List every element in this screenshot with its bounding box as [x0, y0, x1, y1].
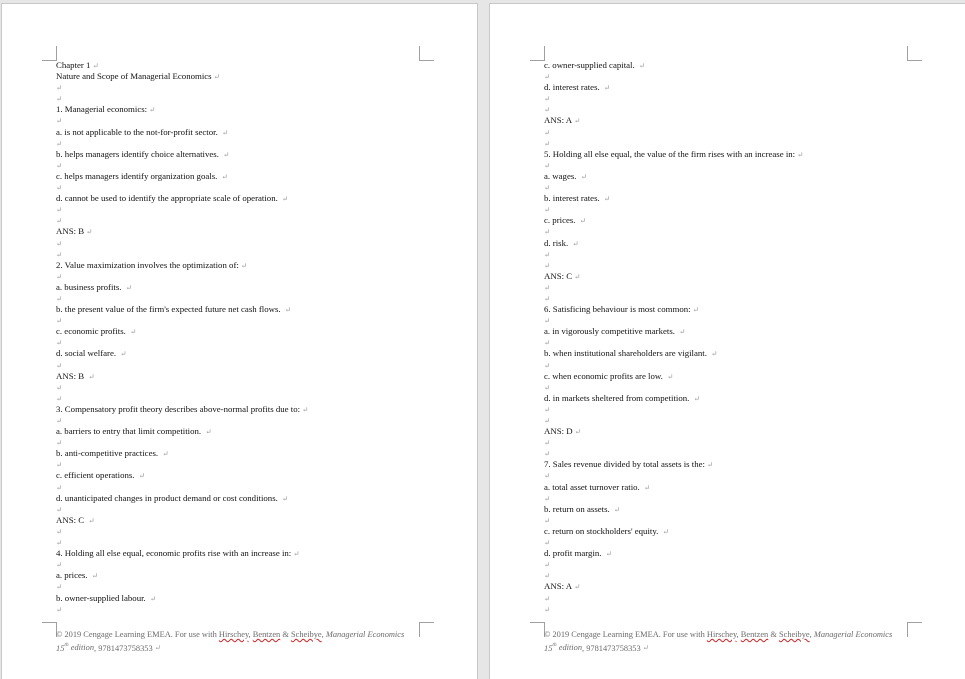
empty-paragraph[interactable]	[544, 282, 944, 293]
empty-paragraph[interactable]	[544, 293, 944, 304]
paragraph-text: d. cannot be used to identify the appropriate scale of operation.	[56, 193, 280, 204]
paragraph-mark: ↵	[302, 404, 309, 414]
paragraph-mark: ↵	[544, 282, 551, 292]
crop-mark-top-left	[42, 46, 57, 61]
empty-paragraph[interactable]	[544, 204, 944, 215]
empty-paragraph[interactable]	[544, 182, 944, 193]
paragraph-mark: ↵	[56, 504, 63, 514]
paragraph-line[interactable]	[544, 426, 944, 437]
paragraph-mark: ↵	[667, 371, 674, 381]
paragraph-mark: ↵	[221, 127, 229, 137]
paragraph-line[interactable]	[56, 570, 456, 581]
empty-paragraph[interactable]	[544, 570, 944, 581]
paragraph-mark: ↵	[544, 382, 551, 392]
paragraph-line[interactable]	[544, 348, 944, 359]
paragraph-text: c. efficient operations.	[56, 470, 137, 481]
paragraph-mark: ↵	[572, 238, 579, 248]
paragraph-mark: ↵	[56, 416, 63, 425]
paragraph-line[interactable]	[544, 238, 944, 249]
crop-mark-bottom-right	[907, 622, 922, 637]
empty-paragraph[interactable]	[56, 604, 456, 615]
paragraph-text: a. barriers to entry that limit competition.	[56, 426, 204, 437]
paragraph-text: c. return on stockholders' equity.	[544, 525, 661, 536]
paragraph-mark: ↵	[544, 593, 551, 603]
empty-paragraph[interactable]	[544, 415, 944, 426]
paragraph-line[interactable]	[56, 127, 456, 138]
empty-paragraph[interactable]	[544, 404, 944, 415]
paragraph-mark: ↵	[662, 526, 669, 536]
paragraph-mark: ↵	[56, 360, 63, 370]
empty-paragraph[interactable]	[544, 360, 944, 371]
paragraph-mark: ↵	[162, 449, 169, 459]
paragraph-mark: ↵	[711, 349, 718, 359]
paragraph-mark: ↵	[679, 327, 686, 337]
paragraph-mark: ↵	[544, 493, 551, 503]
paragraph-mark: ↵	[544, 338, 551, 348]
paragraph-line[interactable]	[56, 282, 456, 293]
paragraph-text: ANS: A	[544, 115, 573, 126]
paragraph-mark: ↵	[56, 338, 63, 348]
paragraph-mark: ↵	[544, 138, 551, 148]
paragraph-mark: ↵	[613, 504, 621, 514]
paragraph-mark: ↵	[88, 515, 95, 525]
paragraph-mark: ↵	[205, 427, 212, 437]
paragraph-mark: ↵	[544, 416, 551, 425]
footer-sep: ,	[809, 630, 814, 639]
paragraph-mark: ↵	[56, 183, 63, 193]
paragraph-mark: ↵	[544, 94, 551, 104]
paragraph-mark: ↵	[603, 83, 611, 93]
paragraph-mark: ↵	[544, 227, 551, 237]
paragraph-text: ANS: D	[544, 426, 573, 437]
page-footer	[544, 630, 904, 654]
footer-book-title: Managerial Economics 15	[56, 630, 405, 653]
empty-paragraph[interactable]	[56, 160, 456, 171]
empty-paragraph[interactable]	[56, 215, 456, 226]
paragraph-mark: ↵	[56, 271, 63, 281]
paragraph-mark: ↵	[56, 138, 63, 148]
paragraph-mark: ↵	[544, 183, 551, 193]
empty-paragraph[interactable]	[544, 448, 944, 459]
paragraph-text: a. business profits.	[56, 281, 124, 292]
paragraph-mark: ↵	[544, 160, 551, 170]
empty-paragraph[interactable]	[56, 238, 456, 249]
paragraph-text: Nature and Scope of Managerial Economics	[56, 71, 212, 82]
paragraph-mark: ↵	[56, 83, 63, 93]
paragraph-mark: ↵	[282, 194, 289, 204]
paragraph-mark: ↵	[284, 305, 292, 315]
paragraph-mark: ↵	[56, 216, 63, 226]
footer-sup: th	[552, 642, 557, 649]
paragraph-mark: ↵	[544, 449, 551, 459]
paragraph-text: b. the present value of the firm's expected future net cash flows.	[56, 304, 283, 315]
paragraph-mark: ↵	[56, 582, 63, 592]
empty-paragraph[interactable]	[56, 559, 456, 570]
paragraph-text: c. owner-supplied capital.	[544, 60, 637, 70]
empty-paragraph[interactable]	[544, 226, 944, 237]
paragraph-text: 2. Value maximization involves the optimization of:	[56, 259, 239, 270]
paragraph-line[interactable]	[544, 526, 944, 537]
empty-paragraph[interactable]	[56, 115, 456, 126]
footer-sep: ,	[248, 630, 253, 639]
footer-author: Bentzen	[740, 630, 769, 639]
paragraph-line[interactable]	[56, 171, 456, 182]
crop-mark-top-right	[419, 46, 434, 61]
paragraph-line[interactable]	[544, 482, 944, 493]
empty-paragraph[interactable]	[544, 537, 944, 548]
empty-paragraph[interactable]	[544, 93, 944, 104]
paragraph-mark: ↵	[56, 116, 63, 126]
paragraph-text: b. owner-supplied labour.	[56, 592, 148, 603]
paragraph-mark: ↵	[125, 282, 132, 292]
paragraph-mark: ↵	[643, 482, 651, 492]
paragraph-mark: ↵	[56, 482, 63, 492]
paragraph-line[interactable]	[56, 326, 456, 337]
paragraph-text: d. risk.	[544, 237, 571, 248]
paragraph-mark: ↵	[544, 72, 551, 82]
paragraph-line[interactable]	[56, 71, 456, 82]
crop-mark-top-left	[530, 46, 545, 61]
paragraph-line[interactable]	[56, 470, 456, 481]
footer-edition: edition	[556, 643, 583, 653]
paragraph-mark: ↵	[130, 327, 137, 337]
empty-paragraph[interactable]	[56, 526, 456, 537]
paragraph-text: b. return on assets.	[544, 503, 612, 514]
footer-copyright: © 2019 Cengage Learning EMEA. For use with	[56, 630, 219, 639]
footer-author: Scheibye	[778, 630, 810, 639]
paragraph-text: b. anti-competitive practices.	[56, 448, 161, 459]
empty-paragraph[interactable]	[56, 382, 456, 393]
empty-paragraph[interactable]	[56, 138, 456, 149]
paragraph-line[interactable]	[56, 226, 456, 237]
paragraph-mark: ↵	[56, 205, 63, 215]
paragraph-mark: ↵	[638, 61, 646, 70]
paragraph-text: ANS: C	[56, 514, 87, 525]
paragraph-text: ANS: B	[56, 226, 85, 237]
empty-paragraph[interactable]	[544, 315, 944, 326]
empty-paragraph[interactable]	[56, 204, 456, 215]
crop-mark-top-right	[907, 46, 922, 61]
paragraph-line[interactable]	[56, 348, 456, 359]
paragraph-text: 6. Satisficing behaviour is most common:	[544, 304, 691, 315]
paragraph-mark: ↵	[544, 604, 551, 614]
paragraph-mark: ↵	[56, 526, 63, 536]
footer-author: Bentzen	[252, 630, 281, 639]
empty-paragraph[interactable]	[544, 437, 944, 448]
paragraph-line[interactable]	[544, 459, 944, 470]
paragraph-text: a. is not applicable to the not-for-profit sector.	[56, 126, 220, 137]
empty-paragraph[interactable]	[544, 559, 944, 570]
empty-paragraph[interactable]	[56, 537, 456, 548]
paragraph-text: ANS: B	[56, 370, 87, 381]
paragraph-mark: ↵	[223, 149, 230, 159]
paragraph-line[interactable]	[544, 215, 944, 226]
paragraph-text: 5. Holding all else equal, the value of the firm rises with an increase in:	[544, 148, 796, 159]
paragraph-line[interactable]	[544, 326, 944, 337]
empty-paragraph[interactable]	[56, 93, 456, 104]
paragraph-mark: ↵	[213, 72, 220, 82]
paragraph-text: 1. Managerial economics:	[56, 104, 148, 115]
paragraph-line[interactable]	[56, 548, 456, 559]
empty-paragraph[interactable]	[544, 593, 944, 604]
paragraph-text: a. prices.	[56, 570, 90, 581]
paragraph-line[interactable]	[56, 371, 456, 382]
empty-paragraph[interactable]	[544, 382, 944, 393]
paragraph-line[interactable]	[56, 193, 456, 204]
empty-paragraph[interactable]	[544, 470, 944, 481]
footer-isbn: , 9781473758353	[582, 643, 641, 653]
paragraph-mark: ↵	[154, 643, 161, 653]
paragraph-mark: ↵	[120, 349, 127, 359]
paragraph-mark: ↵	[240, 260, 248, 270]
empty-paragraph[interactable]	[544, 604, 944, 615]
paragraph-mark: ↵	[692, 305, 699, 315]
empty-paragraph[interactable]	[56, 337, 456, 348]
empty-paragraph[interactable]	[544, 104, 944, 115]
footer-author: Hirschey	[706, 630, 737, 639]
empty-paragraph[interactable]	[56, 249, 456, 260]
paragraph-mark: ↵	[544, 560, 551, 570]
paragraph-mark: ↵	[56, 438, 63, 448]
paragraph-mark: ↵	[56, 238, 63, 248]
paragraph-text: c. economic profits.	[56, 326, 129, 337]
footer-sep: ,	[736, 630, 741, 639]
paragraph-mark: ↵	[56, 316, 63, 326]
empty-paragraph[interactable]	[544, 337, 944, 348]
paragraph-mark: ↵	[149, 593, 157, 603]
paragraph-text: ANS: C	[544, 270, 573, 281]
paragraph-line[interactable]	[544, 193, 944, 204]
paragraph-mark: ↵	[642, 643, 649, 653]
paragraph-mark: ↵	[580, 171, 587, 181]
paragraph-mark: ↵	[282, 493, 289, 503]
footer-isbn: , 9781473758353	[94, 643, 153, 653]
paragraph-line[interactable]	[56, 304, 456, 315]
paragraph-line[interactable]	[544, 271, 944, 282]
paragraph-mark: ↵	[544, 127, 551, 137]
paragraph-mark: ↵	[544, 515, 551, 525]
paragraph-text: 3. Compensatory profit theory describes above-normal profits due to:	[56, 403, 301, 414]
empty-paragraph[interactable]	[544, 127, 944, 138]
paragraph-mark: ↵	[544, 360, 551, 370]
paragraph-mark: ↵	[544, 260, 551, 270]
crop-mark-bottom-left	[530, 622, 545, 637]
paragraph-text: b. interest rates.	[544, 193, 602, 204]
paragraph-mark: ↵	[56, 460, 63, 470]
footer-book-title: Managerial Economics 15	[544, 630, 893, 653]
empty-paragraph[interactable]	[56, 504, 456, 515]
footer-sep: &	[280, 630, 291, 639]
paragraph-mark: ↵	[56, 293, 63, 303]
paragraph-mark: ↵	[574, 582, 581, 592]
empty-paragraph[interactable]	[544, 260, 944, 271]
paragraph-mark: ↵	[707, 460, 714, 470]
document-page-2[interactable]	[490, 4, 965, 679]
paragraph-line[interactable]	[544, 171, 944, 182]
footer-copyright: © 2019 Cengage Learning EMEA. For use with	[544, 630, 707, 639]
empty-paragraph[interactable]	[544, 160, 944, 171]
paragraph-mark: ↵	[544, 105, 551, 115]
paragraph-mark: ↵	[56, 560, 63, 570]
paragraph-line[interactable]	[544, 504, 944, 515]
empty-paragraph[interactable]	[56, 182, 456, 193]
empty-paragraph[interactable]	[56, 482, 456, 493]
paragraph-text: a. total asset turnover ratio.	[544, 481, 642, 492]
empty-paragraph[interactable]	[56, 360, 456, 371]
paragraph-mark: ↵	[56, 249, 63, 259]
paragraph-line[interactable]	[56, 260, 456, 271]
paragraph-mark: ↵	[88, 371, 95, 381]
paragraph-mark: ↵	[149, 105, 156, 115]
paragraph-mark: ↵	[603, 194, 611, 204]
paragraph-text: b. when institutional shareholders are vigilant.	[544, 348, 710, 359]
empty-paragraph[interactable]	[56, 459, 456, 470]
empty-paragraph[interactable]	[56, 415, 456, 426]
paragraph-line[interactable]	[544, 149, 944, 160]
paragraph-line[interactable]	[544, 115, 944, 126]
paragraph-mark: ↵	[56, 382, 63, 392]
empty-paragraph[interactable]	[544, 71, 944, 82]
paragraph-text: 7. Sales revenue divided by total assets is the:	[544, 459, 705, 470]
footer-sup: th	[64, 642, 69, 649]
paragraph-mark: ↵	[544, 404, 551, 414]
paragraph-mark: ↵	[544, 293, 551, 303]
paragraph-text: d. social welfare.	[56, 348, 119, 359]
paragraph-mark: ↵	[544, 205, 551, 215]
paragraph-mark: ↵	[574, 116, 581, 126]
empty-paragraph[interactable]	[56, 293, 456, 304]
paragraph-mark: ↵	[544, 471, 551, 481]
paragraph-line[interactable]	[56, 404, 456, 415]
footer-sep: &	[768, 630, 779, 639]
paragraph-text: ANS: A	[544, 581, 573, 592]
paragraph-mark: ↵	[605, 549, 612, 559]
paragraph-line[interactable]	[544, 581, 944, 592]
paragraph-line[interactable]	[544, 548, 944, 559]
paragraph-mark: ↵	[56, 160, 63, 170]
paragraph-mark: ↵	[544, 538, 551, 548]
paragraph-line[interactable]	[56, 426, 456, 437]
page-body[interactable]	[56, 60, 456, 615]
paragraph-line[interactable]	[544, 82, 944, 93]
paragraph-mark: ↵	[91, 571, 99, 581]
paragraph-text: c. prices.	[544, 215, 578, 226]
paragraph-line[interactable]	[56, 149, 456, 160]
paragraph-text: d. interest rates.	[544, 82, 602, 93]
paragraph-line[interactable]	[56, 60, 456, 71]
paragraph-text: b. helps managers identify choice alternatives.	[56, 148, 222, 159]
paragraph-line[interactable]	[544, 304, 944, 315]
paragraph-line[interactable]	[56, 593, 456, 604]
paragraph-mark: ↵	[544, 249, 551, 259]
paragraph-line[interactable]	[544, 60, 944, 71]
paragraph-line[interactable]	[56, 515, 456, 526]
paragraph-mark: ↵	[56, 604, 63, 614]
paragraph-text: a. in vigorously competitive markets.	[544, 326, 678, 337]
paragraph-mark: ↵	[579, 216, 587, 226]
paragraph-text: c. helps managers identify organization goals.	[56, 170, 220, 181]
empty-paragraph[interactable]	[56, 581, 456, 592]
paragraph-text: a. wages.	[544, 170, 579, 181]
paragraph-line[interactable]	[544, 393, 944, 404]
footer-author: Hirschey	[218, 630, 249, 639]
paragraph-mark: ↵	[797, 149, 804, 159]
paragraph-mark: ↵	[92, 61, 99, 70]
empty-paragraph[interactable]	[544, 515, 944, 526]
paragraph-text: 4. Holding all else equal, economic profits rise with an increase in:	[56, 548, 292, 559]
paragraph-line[interactable]	[56, 104, 456, 115]
empty-paragraph[interactable]	[56, 315, 456, 326]
paragraph-mark: ↵	[56, 393, 63, 403]
crop-mark-bottom-right	[419, 622, 434, 637]
paragraph-mark: ↵	[574, 271, 581, 281]
empty-paragraph[interactable]	[544, 138, 944, 149]
paragraph-mark: ↵	[544, 571, 551, 581]
paragraph-mark: ↵	[293, 549, 300, 559]
footer-sep: ,	[321, 630, 326, 639]
paragraph-line[interactable]	[544, 371, 944, 382]
paragraph-mark: ↵	[86, 227, 93, 237]
empty-paragraph[interactable]	[56, 271, 456, 282]
crop-mark-bottom-left	[42, 622, 57, 637]
paragraph-line[interactable]	[56, 448, 456, 459]
footer-author: Scheibye	[290, 630, 322, 639]
paragraph-text: d. profit margin.	[544, 548, 604, 559]
document-page-1[interactable]	[2, 4, 477, 679]
paragraph-mark: ↵	[574, 427, 581, 437]
paragraph-text: c. when economic profits are low.	[544, 370, 666, 381]
empty-paragraph[interactable]	[544, 249, 944, 260]
paragraph-mark: ↵	[693, 393, 700, 403]
paragraph-mark: ↵	[221, 171, 228, 181]
empty-paragraph[interactable]	[56, 393, 456, 404]
paragraph-mark: ↵	[138, 471, 145, 481]
paragraph-mark: ↵	[544, 438, 551, 448]
paragraph-mark: ↵	[544, 316, 551, 326]
paragraph-text: d. in markets sheltered from competition.	[544, 392, 692, 403]
paragraph-line[interactable]	[56, 493, 456, 504]
empty-paragraph[interactable]	[544, 493, 944, 504]
paragraph-text: d. unanticipated changes in product demand or cost conditions.	[56, 492, 281, 503]
page-body[interactable]	[544, 60, 944, 615]
paragraph-text: Chapter 1	[56, 60, 91, 70]
empty-paragraph[interactable]	[56, 82, 456, 93]
footer-edition: edition	[68, 643, 95, 653]
empty-paragraph[interactable]	[56, 437, 456, 448]
paragraph-mark: ↵	[56, 538, 63, 548]
page-footer	[56, 630, 416, 654]
paragraph-mark: ↵	[56, 94, 63, 104]
